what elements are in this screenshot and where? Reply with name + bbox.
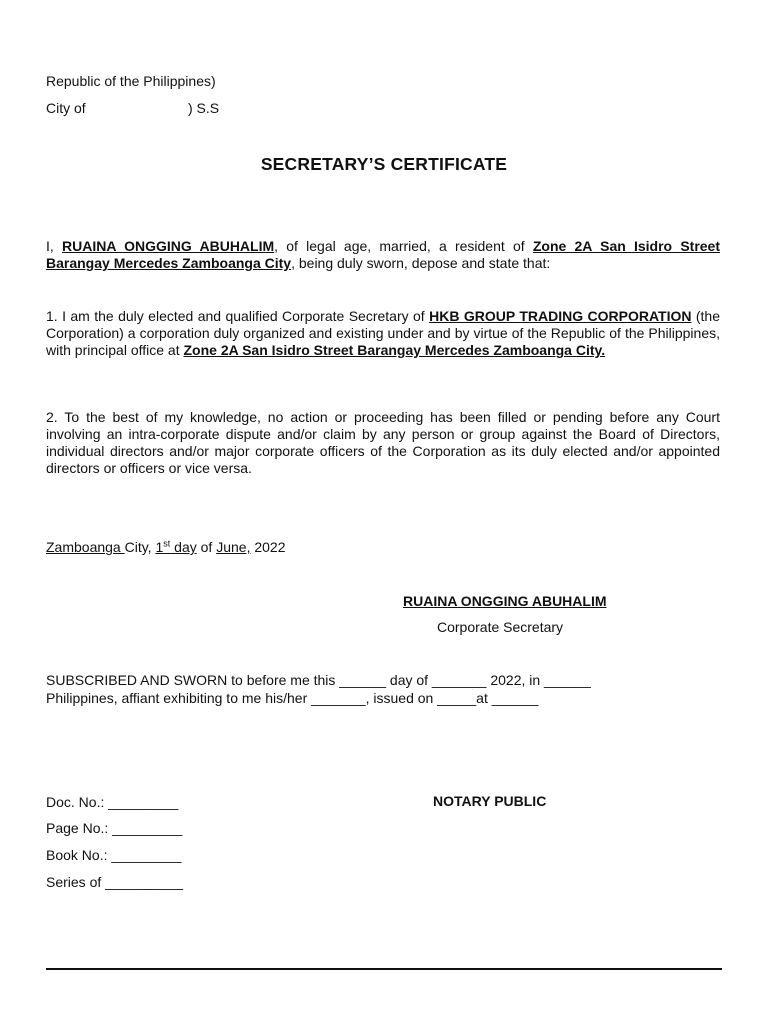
notary-public-label: NOTARY PUBLIC <box>433 793 547 809</box>
day-suffix: st <box>163 538 171 549</box>
doc-no: Doc. No.: _________ <box>46 794 179 810</box>
series-of: Series of __________ <box>46 874 183 890</box>
header-republic: Republic of the Philippines) <box>46 73 216 89</box>
item-2-paragraph: 2. To the best of my knowledge, no action or proceeding has been filled or pending before any Court involving an intra-corporate dispute and/or claim by any person or group against the Board of Directors, individual directors and/or major corporate officers of the Corporation as its duly elected and/or appointed directors or officers or vice versa. <box>46 409 720 476</box>
date-year: 2022 <box>250 539 286 555</box>
date-month: June, <box>216 539 251 555</box>
item-1-paragraph <box>46 308 720 359</box>
intro-paragraph <box>46 238 720 272</box>
item-1-text-1: 1. I am the duly elected and qualified Corporate Secretary of <box>46 308 430 324</box>
date-text-1: City, <box>124 539 156 555</box>
resident-address: Zone 2A San Isidro Street Barangay Mercedes Zamboanga City <box>46 238 720 271</box>
date-line <box>46 539 286 555</box>
book-no: Book No.: _________ <box>46 847 182 863</box>
date-text-2: of <box>196 539 217 555</box>
date-city: Zamboanga <box>46 539 125 555</box>
item-1-text-2: (the Corporation) a corporation duly organized and existing under and by virtue of the Republic of the Philippines, with principal office at <box>46 308 720 358</box>
day-number: 1 <box>155 539 164 555</box>
intro-text-3: , being duly sworn, depose and state that: <box>291 255 551 271</box>
date-day <box>155 539 196 555</box>
office-address: Zone 2A San Isidro Street Barangay Mercedes Zamboanga City. <box>183 342 606 358</box>
affiant-name: RUAINA ONGGING ABUHALIM <box>62 238 275 254</box>
day-word: day <box>170 539 197 555</box>
signatory-name: RUAINA ONGGING ABUHALIM <box>403 593 607 609</box>
intro-text-1: I, <box>46 238 62 254</box>
intro-text-2: , of legal age, married, a resident of <box>274 238 533 254</box>
jurat-line-2: Philippines, affiant exhibiting to me his/her _______, issued on _____at ______ <box>46 690 539 706</box>
signatory-title: Corporate Secretary <box>437 619 564 635</box>
page-no: Page No.: _________ <box>46 820 183 836</box>
jurat-line-1: SUBSCRIBED AND SWORN to before me this ______ day of _______ 2022, in ______ <box>46 672 591 688</box>
corporation-name: HKB GROUP TRADING CORPORATION <box>429 308 692 324</box>
document-title: SECRETARY’S CERTIFICATE <box>260 154 508 174</box>
header-ss: ) S.S <box>188 100 220 116</box>
footer-divider <box>46 968 722 970</box>
header-city-label: City of <box>46 100 86 116</box>
